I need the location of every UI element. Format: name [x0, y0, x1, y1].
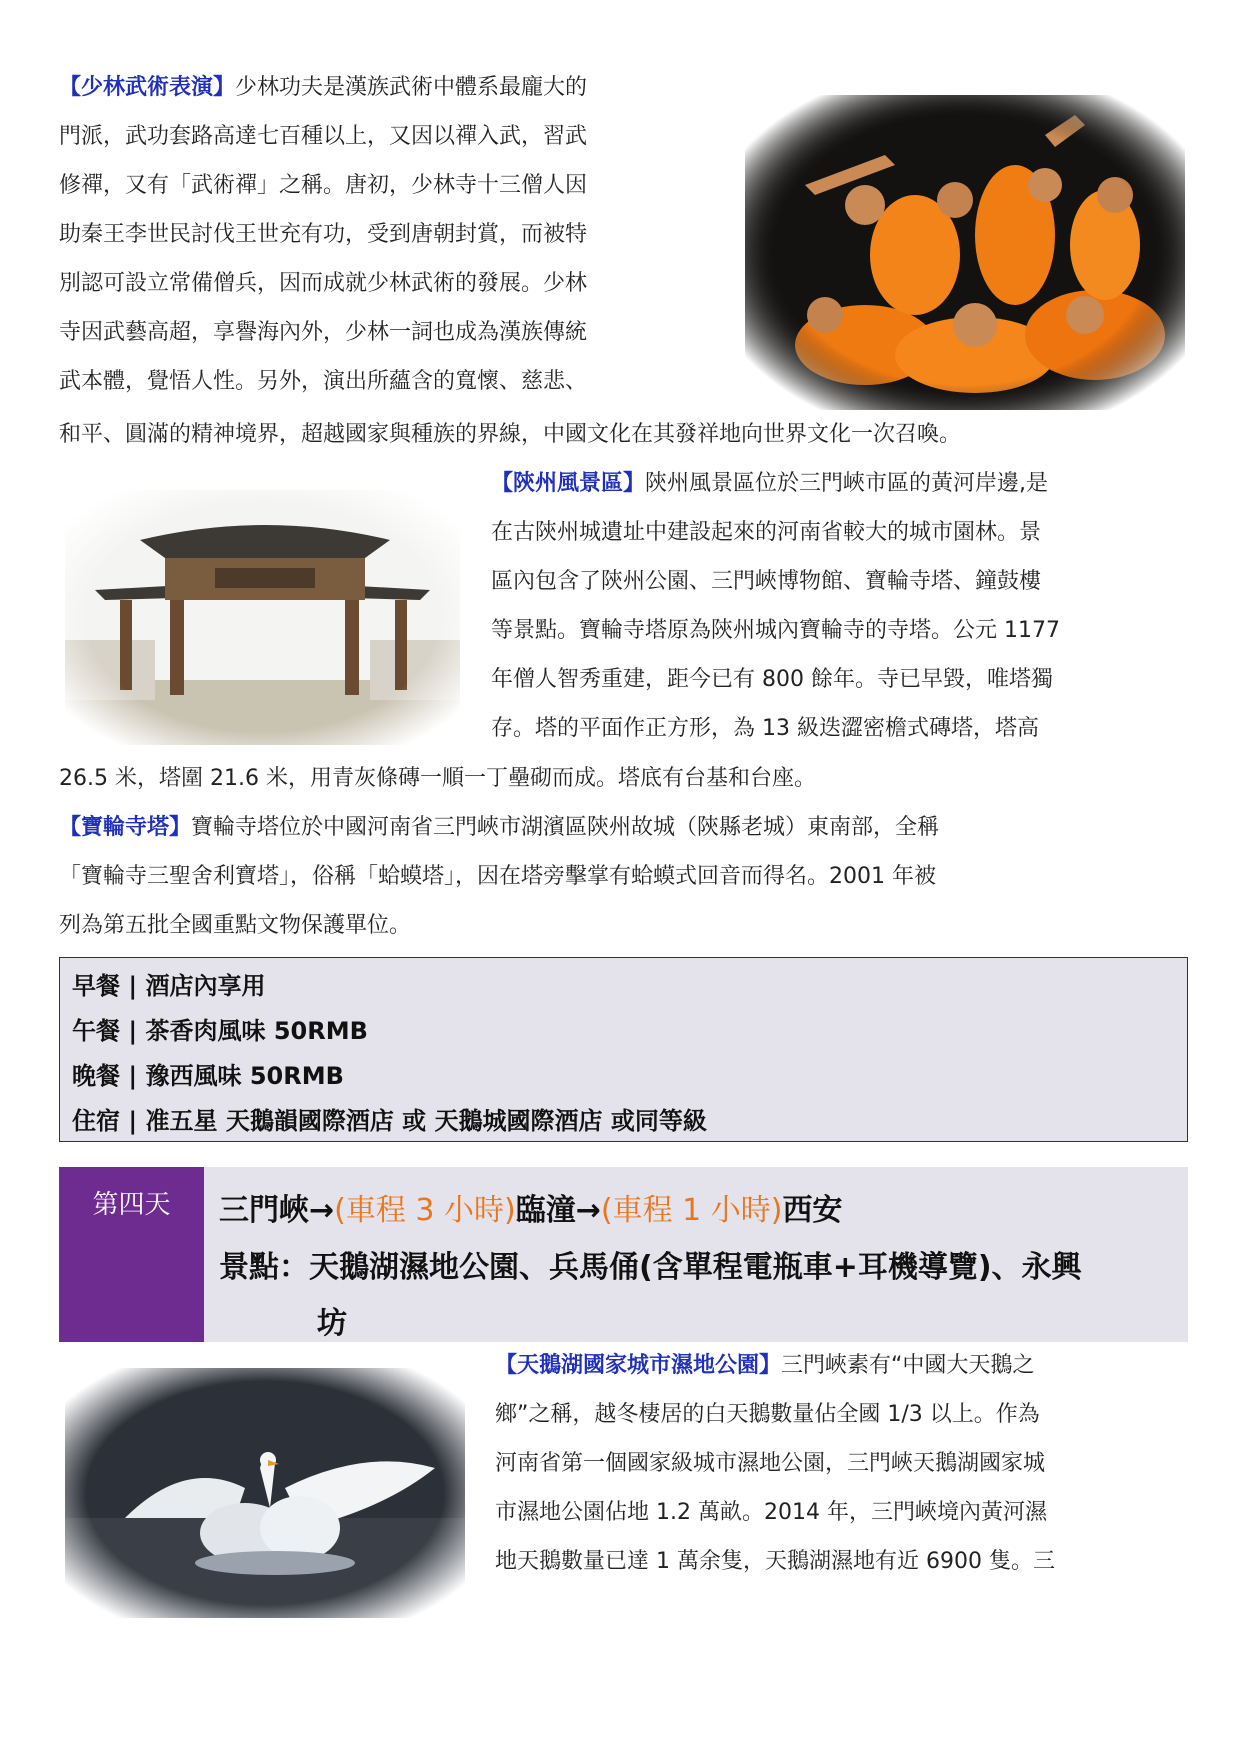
sights-line-2: 坊 [317, 1306, 347, 1341]
meals-box [59, 957, 1188, 1142]
shaolin-title: 【少林武術表演】 [59, 75, 236, 100]
baolun-line-1 [59, 803, 939, 852]
shaolin-line-8: 和平、圓滿的精神境界，超越國家與種族的界線，中國文化在其發祥地向世界文化一次召喚。 [59, 422, 962, 447]
shanzhou-line-7: 26.5 米，塔圍 21.6 米，用青灰條磚一順一丁壘砌而成。塔底有台基和台座。 [59, 766, 816, 791]
swan-line-5: 地天鵝數量已達 1 萬余隻，天鵝湖濕地有近 6900 隻。三 [495, 1549, 1055, 1574]
shanzhou-title: 【陝州風景區】 [491, 471, 646, 496]
day-sights [219, 1240, 1082, 1352]
route-drive-2: (車程 1 小時) [600, 1193, 783, 1228]
dinner-row: 晚餐 | 豫西風味 50RMB [72, 1062, 344, 1090]
shanzhou-line-5: 年僧人智秀重建，距今已有 800 餘年。寺已早毀，唯塔獨 [491, 667, 1053, 692]
shanzhou-line-2: 在古陝州城遺址中建設起來的河南省較大的城市園林。景 [491, 520, 1042, 545]
sights-line-1: 景點：天鵝湖濕地公園、兵馬俑(含單程電瓶車+耳機導覽)、永興 [219, 1250, 1082, 1285]
swan-photo [65, 1368, 465, 1618]
route-drive-1: (車程 3 小時) [334, 1193, 516, 1228]
shaolin-line-7: 武本體，覺悟人性。另外，演出所蘊含的寬懷、慈悲、 [59, 369, 588, 394]
shaolin-line-5: 別認可設立常備僧兵，因而成就少林武術的發展。少林 [59, 271, 588, 296]
shaolin-line-2: 門派，武功套路高達七百種以上，又因以禪入武，習武 [59, 124, 588, 149]
shanzhou-text: 陝州風景區位於三門峽市區的黃河岸邊,是 [645, 471, 1049, 496]
shanzhou-line-4: 等景點。寶輪寺塔原為陝州城內寶輪寺的寺塔。公元 1177 [491, 618, 1060, 643]
route-mid: 臨潼→ [515, 1193, 601, 1228]
shanzhou-line-3: 區內包含了陝州公園、三門峽博物館、寶輪寺塔、鐘鼓樓 [491, 569, 1042, 594]
lunch-row: 午餐 | 茶香肉風味 50RMB [72, 1017, 368, 1045]
shaolin-text: 少林功夫是漢族武術中體系最龐大的 [235, 75, 588, 100]
route-dest: 西安 [782, 1193, 843, 1228]
shaolin-paragraph-line-1 [59, 63, 587, 112]
shaolin-line-6: 寺因武藝高超，享譽海內外，少林一詞也成為漢族傳統 [59, 320, 588, 345]
day-route [219, 1185, 842, 1229]
swan-title: 【天鵝湖國家城市濕地公園】 [495, 1353, 782, 1378]
baolun-line-3: 列為第五批全國重點文物保護單位。 [59, 913, 412, 938]
shanzhou-line-6: 存。塔的平面作正方形，為 13 級迭澀密檐式磚塔，塔高 [491, 716, 1039, 741]
shanzhou-gate-photo [65, 490, 460, 745]
shanzhou-line-1 [491, 459, 1048, 508]
shaolin-line-3: 修禪，又有「武術禪」之稱。唐初，少林寺十三僧人因 [59, 173, 588, 198]
swan-text: 三門峽素有“中國大天鵝之 [781, 1353, 1035, 1378]
swan-line-2: 鄉”之稱，越冬棲居的白天鵝數量佔全國 1/3 以上。作為 [495, 1402, 1040, 1427]
day-tag: 第四天 [59, 1167, 204, 1342]
shaolin-line-4: 助秦王李世民討伐王世充有功，受到唐朝封賞，而被特 [59, 222, 588, 247]
breakfast-row: 早餐 | 酒店內享用 [72, 972, 266, 1000]
swan-line-4: 市濕地公園佔地 1.2 萬畝。2014 年，三門峽境內黃河濕 [495, 1500, 1047, 1525]
baolun-line-2: 「寶輪寺三聖舍利寶塔」，俗稱「蛤蟆塔」，因在塔旁擊掌有蛤蟆式回音而得名。2001 年被 [59, 864, 936, 889]
swan-line-1 [495, 1341, 1034, 1390]
hotel-row: 住宿 | 准五星 天鵝韻國際酒店 或 天鵝城國際酒店 或同等級 [72, 1107, 707, 1135]
route-origin: 三門峽→ [219, 1193, 335, 1228]
baolun-text: 寶輪寺塔位於中國河南省三門峽市湖濱區陝州故城（陝縣老城）東南部，全稱 [191, 815, 940, 840]
shaolin-monks-photo [745, 95, 1185, 410]
baolun-title: 【寶輪寺塔】 [59, 815, 192, 840]
swan-line-3: 河南省第一個國家級城市濕地公園，三門峽天鵝湖國家城 [495, 1451, 1046, 1476]
